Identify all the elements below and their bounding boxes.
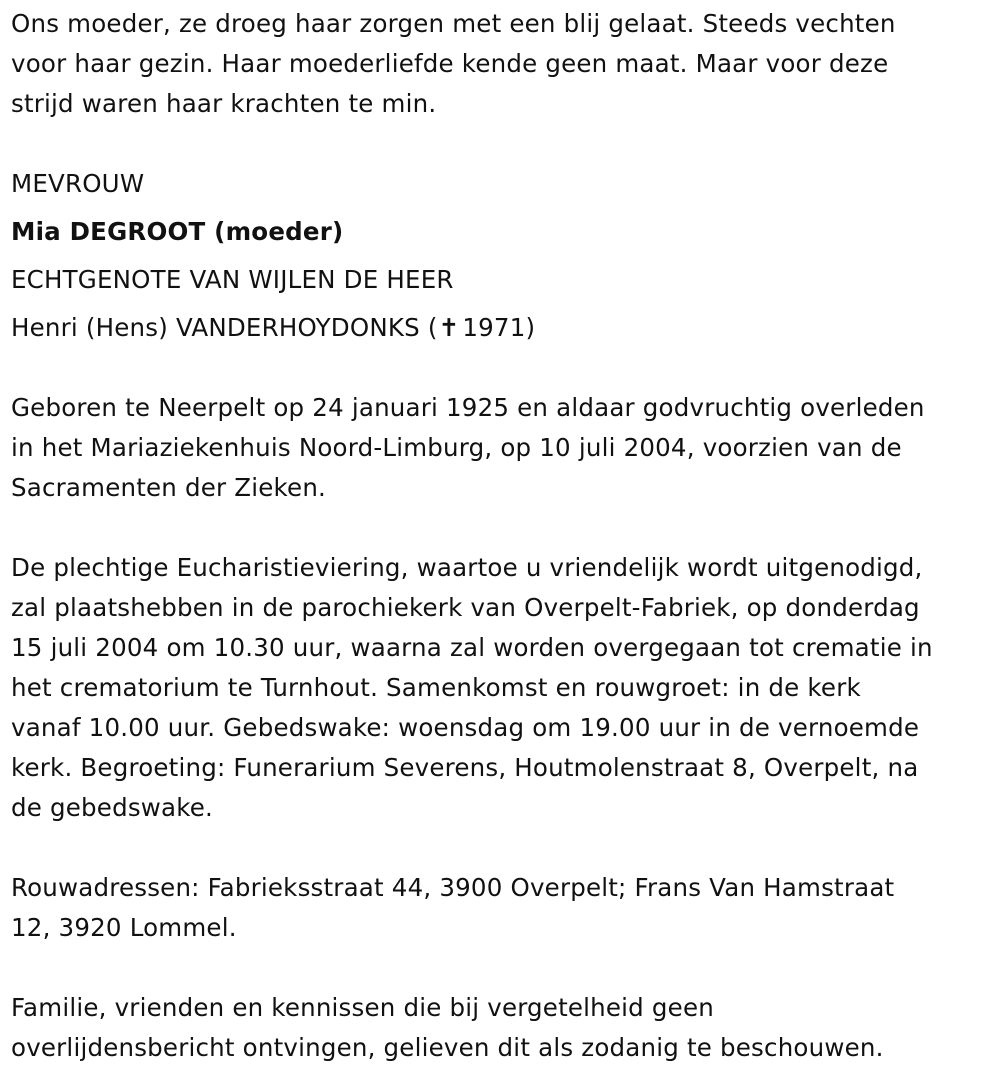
ceremony-line: vanaf 10.00 uur. Gebedswake: woensdag om 19.00 uur in de vernoemde	[11, 713, 920, 742]
ceremony-line: 15 juli 2004 om 10.30 uur, waarna zal worden overgegaan tot crematie in	[11, 633, 933, 662]
intro-line: voor haar gezin. Haar moederliefde kende geen maat. Maar voor deze	[11, 49, 889, 78]
intro-line: strijd waren haar krachten te min.	[11, 89, 437, 118]
ceremony-paragraph	[11, 548, 990, 828]
birth-death-line: in het Mariaziekenhuis Noord-Limburg, op 10 juli 2004, voorzien van de	[11, 433, 902, 462]
cross-icon: ✝	[438, 313, 460, 342]
paragraph-gap	[11, 828, 990, 868]
birth-death-line: Sacramenten der Zieken.	[11, 473, 327, 502]
ceremony-line: kerk. Begroeting: Funerarium Severens, Houtmolenstraat 8, Overpelt, na	[11, 753, 919, 782]
birth-death-line: Geboren te Neerpelt op 24 januari 1925 en aldaar godvruchtig overleden	[11, 393, 925, 422]
intro-paragraph	[11, 4, 990, 124]
addresses-paragraph	[11, 868, 990, 948]
address-line: Rouwadressen: Fabrieksstraat 44, 3900 Overpelt; Frans Van Hamstraat	[11, 873, 895, 902]
ceremony-line: zal plaatshebben in de parochiekerk van Overpelt-Fabriek, op donderdag	[11, 593, 920, 622]
address-line: 12, 3920 Lommel.	[11, 913, 237, 942]
spouse-label: ECHTGENOTE VAN WIJLEN DE HEER	[11, 265, 454, 294]
ceremony-line: het crematorium te Turnhout. Samenkomst en rouwgroet: in de kerk	[11, 673, 861, 702]
spouse-death-year: 1971)	[462, 313, 536, 342]
paragraph-gap	[11, 348, 990, 388]
closing-line: overlijdensbericht ontvingen, gelieven dit als zodanig te beschouwen.	[11, 1033, 884, 1062]
deceased-name: Mia DEGROOT (moeder)	[11, 217, 344, 246]
name-block	[11, 164, 990, 348]
paragraph-gap	[11, 948, 990, 988]
closing-paragraph	[11, 988, 990, 1068]
closing-line: Familie, vrienden en kennissen die bij vergetelheid geen	[11, 993, 714, 1022]
paragraph-gap	[11, 508, 990, 548]
spouse-name: Henri (Hens) VANDERHOYDONKS (	[11, 313, 438, 342]
spouse-line	[11, 308, 990, 348]
birth-death-paragraph	[11, 388, 990, 508]
honorific-title: MEVROUW	[11, 169, 145, 198]
ceremony-line: De plechtige Eucharistieviering, waartoe u vriendelijk wordt uitgenodigd,	[11, 553, 923, 582]
paragraph-gap	[11, 124, 990, 164]
ceremony-line: de gebedswake.	[11, 793, 214, 822]
intro-line: Ons moeder, ze droeg haar zorgen met een blij gelaat. Steeds vechten	[11, 9, 896, 38]
